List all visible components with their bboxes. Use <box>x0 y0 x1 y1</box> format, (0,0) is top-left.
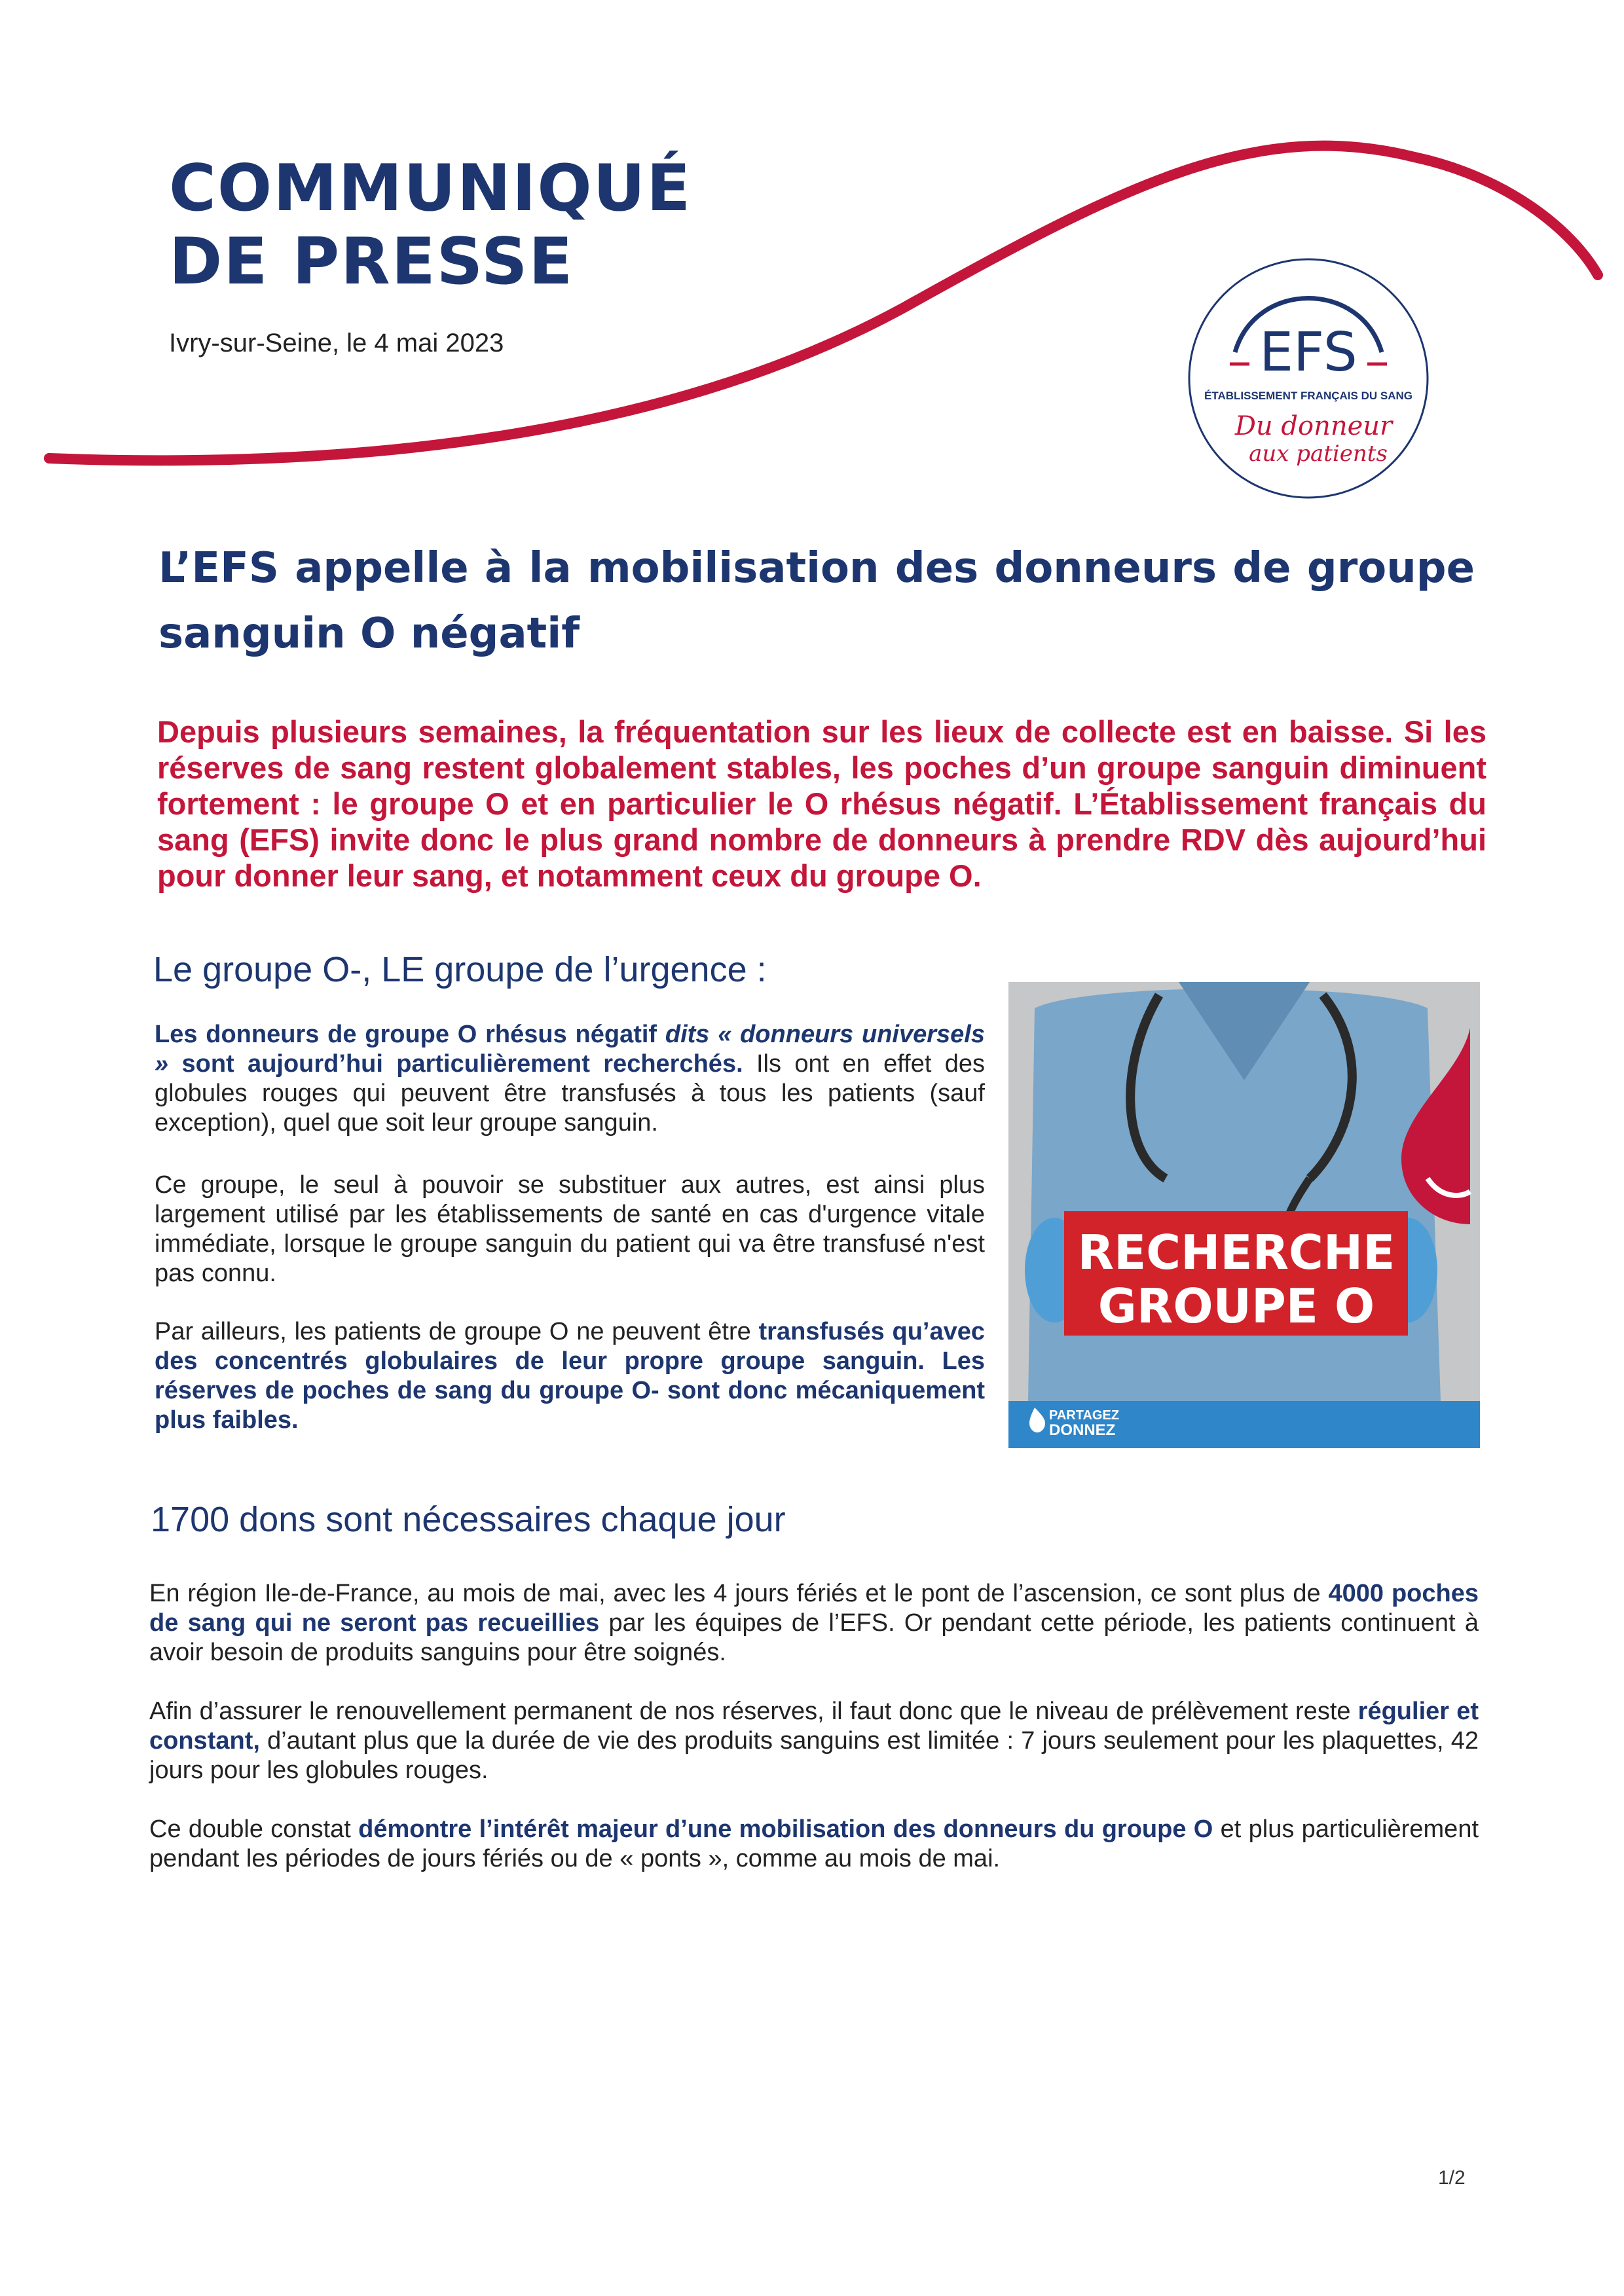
title-line-2: DE PRESSE <box>169 225 574 299</box>
lead-paragraph: Depuis plusieurs semaines, la fréquentation sur les lieux de collecte est en baisse. Si les réserves de sang restent globalement stables, les poches d’un groupe sanguin diminuent fortement : le groupe O et en particulier le O rhésus négatif. L’Établissement français du sang (EFS) invite donc le plus grand nombre de donneurs à prendre RDV dès aujourd’hui pour donner leur sang, et notamment ceux du groupe O. <box>157 714 1486 893</box>
campaign-image <box>1008 982 1480 1448</box>
section1-paragraph-2: Ce groupe, le seul à pouvoir se substituer aux autres, est ainsi plus largement utilisé par les établissements de santé en cas d'urgence vitale immédiate, lorsque le groupe sanguin du patient qui va être transfusé n'est pas connu. <box>155 1171 985 1287</box>
sign-line-2: GROUPE O <box>1098 1279 1375 1334</box>
headline: L’EFS appelle à la mobilisation des donneurs de groupe sanguin O négatif <box>158 544 1475 658</box>
section2-paragraph-1: En région Ile-de-France, au mois de mai, avec les 4 jours fériés et le pont de l’ascension, ce sont plus de 4000 poches de sang qui ne seront pas recueillies par les équipes de l’EFS. Or pendant cette période, les patients continuent à avoir besoin de produits sanguins pour être soignés. <box>149 1580 1479 1666</box>
sign-line-1: RECHERCHE <box>1077 1225 1395 1280</box>
page-number: 1/2 <box>1438 2167 1466 2189</box>
logo-slogan-line-1: Du donneur <box>1234 411 1393 441</box>
dateline: Ivry-sur-Seine, le 4 mai 2023 <box>169 329 504 357</box>
brand-line-2: DONNEZ <box>1049 1421 1116 1439</box>
logo-slogan-line-2: aux patients <box>1249 441 1388 467</box>
title-line-1: COMMUNIQUÉ <box>169 151 692 226</box>
page-title <box>169 152 692 299</box>
section-title-dons: 1700 dons sont nécessaires chaque jour <box>151 1500 786 1539</box>
logo-full-name: ÉTABLISSEMENT FRANÇAIS DU SANG <box>1204 390 1412 402</box>
efs-logo <box>1184 254 1433 503</box>
brand-line-1: PARTAGEZ <box>1049 1408 1120 1423</box>
logo-acronym: EFS <box>1259 321 1357 384</box>
section2-paragraph-3: Ce double constat démontre l’intérêt majeur d’une mobilisation des donneurs du groupe O et plus particulièrement pendant les périodes de jours fériés ou de « ponts », comme au mois de mai. <box>149 1815 1479 1872</box>
section1-paragraph-1: Les donneurs de groupe O rhésus négatif dits « donneurs universels » sont aujourd’hui particulièrement recherchés. Ils ont en effet des globules rouges qui peuvent être transfusés à tous les patients (sauf exception), quel que soit leur groupe sanguin. <box>155 1021 986 1137</box>
section2-paragraph-2: Afin d’assurer le renouvellement permanent de nos réserves, il faut donc que le niveau de prélèvement reste régulier et constant, d’autant plus que la durée de vie des produits sanguins est limitée : 7 jours seulement pour les plaquettes, 42 jours pour les globules rouges. <box>149 1698 1479 1784</box>
section-title-urgence: Le groupe O-, LE groupe de l’urgence : <box>153 950 767 989</box>
section1-paragraph-3: Par ailleurs, les patients de groupe O ne peuvent être transfusés qu’avec des concentrés globulaires de leur propre groupe sanguin. Les réserves de poches de sang du groupe O- sont donc mécaniquement plus faibles. <box>155 1318 986 1434</box>
